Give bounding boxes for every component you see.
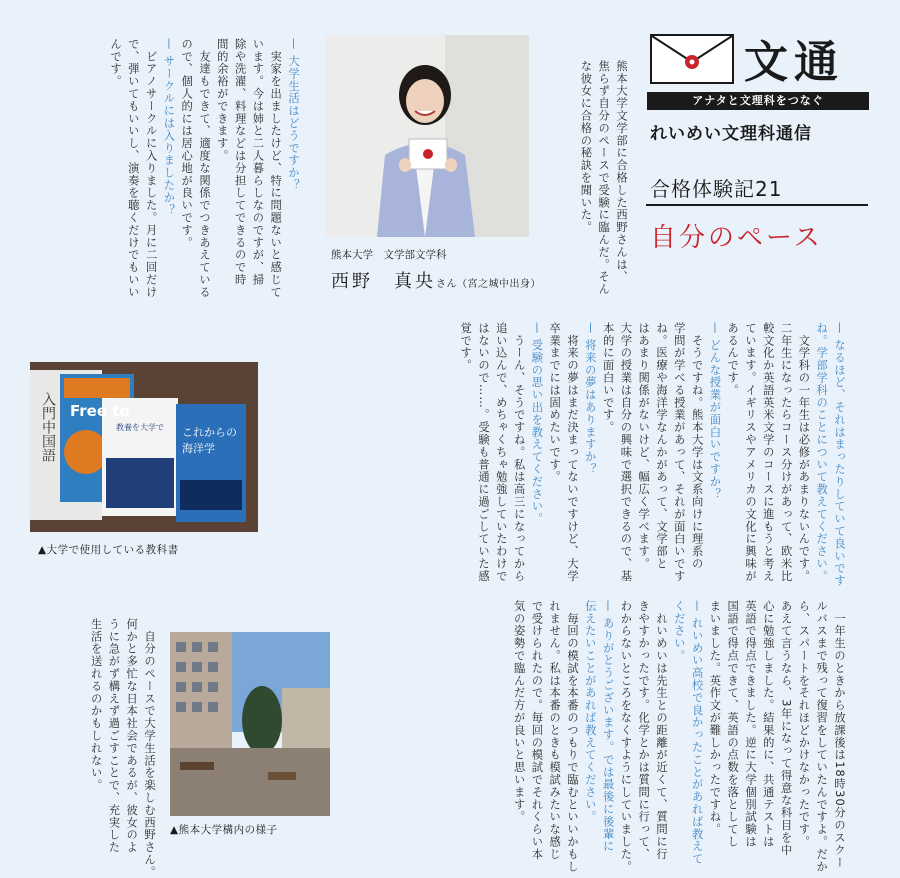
text-line: 実家を出ましたけど、特に問題ないと感じて — [269, 38, 283, 299]
text-line: 毎回の模試を本番のつもりで臨むといいかもし — [565, 600, 579, 873]
text-line: で受けられたので。毎回の模試でそれくらい本 — [530, 600, 544, 861]
text-line: はないので……。受験も普通に過ごしていた感 — [476, 322, 490, 583]
interview-question-line: — サークルには入りましたか？ — [162, 38, 176, 217]
text-line: れません。私は本番のときも模試みたいな感じ — [548, 600, 562, 861]
text-line: ので、個人的には居心地が良いです。 — [180, 38, 194, 249]
text-line: 一年生のときから放課後は18時30分のスクー — [832, 600, 846, 869]
campus-caption: ▲熊本大学構内の様子 — [170, 824, 278, 836]
text-line: 生活を送れるのかもしれない。 — [89, 618, 103, 792]
text-line: 間的余裕ができます。 — [215, 38, 229, 162]
profile-name — [331, 267, 541, 293]
text-line: 卒業までには固めたいです。 — [548, 322, 562, 484]
text-line: まいました。英作文が難しかったですね。 — [708, 600, 722, 836]
text-line: 心に勉強しました。結果的に、共通テストは — [761, 600, 775, 848]
tagline: アナタと文理科をつなぐ — [647, 92, 869, 110]
text-line: 将来の夢はまだ決まってないですけど、大学 — [565, 322, 579, 583]
textbooks-caption: ▲大学で使用している教科書 — [38, 544, 179, 556]
text-line: 国語で得点できて、英語の点数を落としてし — [726, 600, 740, 848]
text-line: 学問が学べる授業があって、それが面白いです — [672, 322, 686, 583]
profile-suffix: さん（宮之城中出身） — [436, 279, 541, 290]
text-line: はあまり関係がないけど、幅広く学べます。 — [637, 322, 651, 570]
interview-question-line: — 受験の思い出を教えてください。 — [530, 322, 544, 526]
portrait-photo — [325, 35, 529, 237]
text-line: あるんです。 — [726, 322, 740, 397]
text-line: な彼女に合格の秘訣を聞いた。 — [579, 60, 593, 234]
text-line: 気の姿勢で臨んだ方が良いと思います。 — [512, 600, 526, 824]
interview-question-line: — どんな授業が面白いですか？ — [708, 322, 722, 501]
text-line: 熊本大学文学部に合格した西野さんは、 — [614, 60, 628, 284]
text-line: うに急がず構えず過ごすことで、充実した — [107, 618, 121, 854]
text-line: ルバスまで残って復習をしていたんですよ。だか — [815, 600, 829, 873]
text-line: わからないところをなくすようにしていました。 — [619, 600, 633, 873]
text-line: 除や洗濯、料理などは分担してできるので時 — [233, 38, 247, 286]
text-line: 自分のペースで大学生活を楽しむ西野さん。 — [142, 618, 156, 878]
book-title-1: 入門中国語 — [40, 392, 56, 462]
text-line: 追い込んで、めちゃくちゃ勉強していたわけで — [494, 322, 508, 583]
text-line: 文学科の一年生は必修があまりないんです。 — [797, 322, 811, 583]
text-line: 大学の授業は自分の興味で選択できるので、基 — [619, 322, 633, 583]
text-line: 覚です。 — [459, 322, 473, 372]
profile-university: 熊本大学 文学部文学科 — [331, 249, 447, 261]
interview-question-line: — れいめい高校で良かったことがあれば教えて — [690, 600, 704, 866]
profile-name-text: 西野 真央 — [331, 271, 436, 292]
book-title-2: Free to — [70, 402, 130, 420]
text-line: ピアノサークルに入りました。月に二回だけ — [144, 38, 158, 299]
interview-question-line: — 将来の夢はありますか？ — [583, 322, 597, 476]
textbooks-photo — [30, 362, 258, 532]
text-line: 英語で得点できました。逆に大学個別試験は — [743, 600, 757, 848]
interview-question-line: ね。学部学科のことについて教えてください。 — [815, 322, 829, 583]
text-line: 較文化か英語英米文学のコースに進もうと考え — [761, 322, 775, 583]
text-line: 焦らず自分のペースで受験に臨んだ。そん — [597, 60, 611, 296]
interview-question-line: — 大学生活はどうですか？ — [286, 38, 300, 192]
text-line: うーん、そうですね。私は高三になってから — [512, 322, 526, 583]
text-line: そうですね。熊本大学は文系向けに理系の — [690, 322, 704, 570]
text-line: んです。 — [108, 38, 122, 88]
text-line: 本的に面白いです。 — [601, 322, 615, 434]
envelope-logo-icon — [650, 34, 734, 84]
interview-question-line: — ありがとうございます。では最後に後輩に — [601, 600, 615, 853]
text-line: あえて言うなら、3年になって得意な科目を中 — [779, 600, 793, 857]
interview-question-line: 伝えたいことがあれば教えてください。 — [583, 600, 597, 824]
book-title-3: 教養を大学で — [116, 423, 164, 432]
text-line: で、弾いてもいいし、演奏を聴くだけでもいい — [126, 38, 140, 299]
text-line: れいめいは先生との距離が近くて、質問に行 — [654, 600, 668, 861]
text-line: ら、スパートをそれほどかけなかったです。 — [797, 600, 811, 848]
text-line: います。今は姉と二人暮らしなのですが、掃 — [251, 38, 265, 286]
text-line: 何かと多忙な日本社会であるが、彼女のよ — [125, 618, 139, 854]
logo-title: 文通 — [744, 37, 844, 88]
text-line: 二年生になったらコース分けがあって、欧米比 — [779, 322, 793, 583]
text-line: ね。医療や海洋学なんかがあって、文学部と — [654, 322, 668, 570]
newsletter-subtitle: れいめい文理科通信 — [650, 124, 812, 144]
text-line: ています。イギリスやアメリカの文化に興味が — [743, 322, 757, 583]
interview-question-line: — なるほど、それはまったりしていて良いです — [832, 322, 846, 588]
text-line: 友達もできて、適度な関係でつきあえている — [197, 38, 211, 299]
campus-photo — [170, 632, 330, 816]
text-line: きやすかったです。化学とかは質問に行って、 — [637, 600, 651, 861]
article-title: 自分のペース — [650, 223, 823, 253]
divider — [646, 204, 868, 206]
book-title-4: これからの海洋学 — [182, 426, 237, 455]
interview-question-line: ください。 — [672, 600, 686, 662]
series-title: 合格体験記21 — [650, 177, 783, 201]
